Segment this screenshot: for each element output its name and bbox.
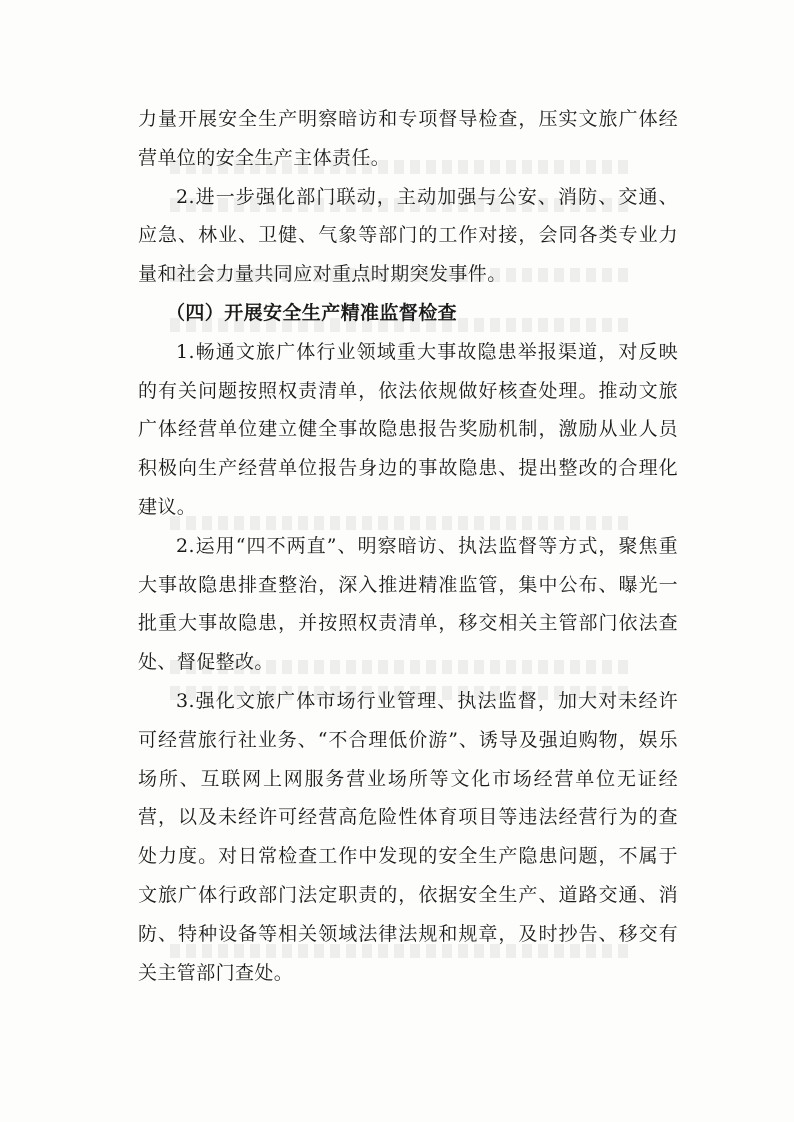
paragraph-department-coordination: 2.进一步强化部门联动，主动加强与公安、消防、交通、应急、林业、卫健、气象等部门的工作对接，会同各类专业力量和社会力量共同应对重点时期突发事件。 [138,185,678,286]
paragraph-inspection-methods: 2.运用“四不两直”、明察暗访、执法监督等方式，聚焦重大事故隐患排查整治，深入推进精准监管，集中公布、曝光一批重大事故隐患，并按照权责清单，移交相关主管部门依法查处、督促整改。 [138,534,678,674]
document-body [138,100,678,992]
paragraph-continuation: 力量开展安全生产明察暗访和专项督导检查，压实文旅广体经营单位的安全生产主体责任。 [138,108,678,169]
paragraph-market-supervision: 3.强化文旅广体市场行业管理、执法监督，加大对未经许可经营旅行社业务、“不合理低价游”、诱导及强迫购物，娱乐场所、互联网上网服务营业场所等文化市场经营单位无证经营，以及未经许可经营高危险性体育项目等违法经营行为的查处力度。对日常检查工作中发现的安全生产隐患问题，不属于文旅广体行政部门法定职责的，依据安全生产、道路交通、消防、特种设备等相关领域法律法规和规章，及时抄告、移交有关主管部门查处。 [138,689,678,984]
paragraph-reporting-channels: 1.畅通文旅广体行业领域重大事故隐患举报渠道，对反映的有关问题按照权责清单，依法依规做好核查处理。推动文旅广体经营单位建立健全事故隐患报告奖励机制，激励从业人员积极向生产经营单位报告身边的事故隐患、提出整改的合理化建议。 [138,340,678,518]
section-heading: （四）开展安全生产精准监督检查 [166,301,458,324]
